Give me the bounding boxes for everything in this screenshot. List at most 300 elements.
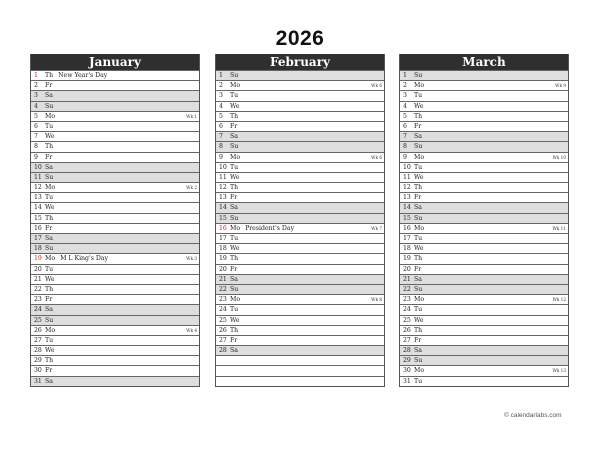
day-row bbox=[31, 223, 199, 233]
day-of-week: Mo bbox=[45, 326, 56, 334]
day-row bbox=[31, 233, 199, 243]
day-row bbox=[31, 213, 199, 223]
copyright-footer: © calendarlabs.com bbox=[504, 412, 562, 419]
day-number: 1 bbox=[34, 72, 38, 79]
day-row bbox=[216, 335, 384, 345]
day-row bbox=[31, 253, 199, 263]
day-number: 11 bbox=[219, 173, 227, 181]
day-row bbox=[216, 182, 384, 192]
day-number: 11 bbox=[34, 173, 42, 181]
day-number: 4 bbox=[403, 102, 407, 110]
day-number: 7 bbox=[403, 133, 407, 141]
week-number: Wk 6 bbox=[371, 83, 382, 89]
week-number: Wk 13 bbox=[552, 368, 566, 374]
day-number: 17 bbox=[403, 235, 411, 242]
day-number: 30 bbox=[34, 367, 42, 375]
day-of-week: Fr bbox=[45, 367, 53, 375]
month-january bbox=[30, 54, 200, 387]
day-row bbox=[400, 325, 568, 335]
day-row bbox=[400, 141, 568, 151]
day-of-week: Fr bbox=[414, 122, 422, 130]
day-of-week: Fr bbox=[45, 153, 53, 161]
day-of-week: Th bbox=[414, 112, 423, 120]
day-row bbox=[400, 152, 568, 162]
day-number: 25 bbox=[219, 316, 227, 324]
day-row bbox=[216, 355, 384, 365]
day-number: 12 bbox=[34, 184, 42, 192]
day-row bbox=[400, 182, 568, 192]
day-number: 28 bbox=[34, 347, 42, 355]
day-of-week: Mo bbox=[45, 184, 56, 192]
day-of-week: We bbox=[414, 173, 424, 181]
day-number: 1 bbox=[219, 72, 223, 79]
day-number: 15 bbox=[34, 214, 42, 222]
day-of-week: Su bbox=[414, 214, 423, 222]
day-number: 12 bbox=[403, 184, 411, 192]
day-of-week: Th bbox=[414, 184, 423, 192]
day-of-week: Th bbox=[230, 112, 239, 120]
day-number: 10 bbox=[34, 163, 42, 171]
day-of-week: Su bbox=[45, 316, 54, 324]
day-of-week: Tu bbox=[230, 235, 239, 242]
day-number: 4 bbox=[34, 102, 38, 110]
day-row bbox=[31, 131, 199, 141]
day-of-week: Tu bbox=[230, 306, 239, 314]
day-of-week: Th bbox=[230, 255, 239, 263]
day-row bbox=[216, 121, 384, 131]
day-row bbox=[31, 202, 199, 212]
month-february bbox=[215, 54, 385, 387]
day-row bbox=[400, 294, 568, 304]
day-number: 9 bbox=[403, 153, 407, 161]
week-number: Wk 6 bbox=[371, 154, 382, 160]
day-of-week: We bbox=[230, 316, 240, 324]
day-number: 8 bbox=[219, 143, 223, 151]
day-of-week: We bbox=[230, 245, 240, 253]
day-number: 13 bbox=[403, 194, 411, 202]
day-number: 25 bbox=[403, 316, 411, 324]
day-row bbox=[216, 253, 384, 263]
day-row bbox=[400, 264, 568, 274]
week-number: Wk 12 bbox=[552, 297, 566, 303]
day-row bbox=[400, 172, 568, 182]
day-of-week: Mo bbox=[230, 153, 241, 161]
day-row bbox=[400, 253, 568, 263]
day-row bbox=[31, 243, 199, 253]
day-of-week: Tu bbox=[45, 265, 54, 273]
day-row bbox=[400, 365, 568, 375]
day-of-week: We bbox=[45, 275, 55, 283]
day-number: 3 bbox=[403, 92, 407, 100]
day-row bbox=[216, 213, 384, 223]
day-row bbox=[31, 294, 199, 304]
day-row bbox=[216, 90, 384, 100]
day-of-week: Mo bbox=[45, 255, 56, 263]
day-row bbox=[31, 315, 199, 325]
day-of-week: Su bbox=[230, 72, 239, 79]
day-row bbox=[216, 315, 384, 325]
year-title: 2026 bbox=[275, 27, 325, 50]
day-row bbox=[31, 80, 199, 90]
day-of-week: Mo bbox=[414, 82, 425, 90]
day-of-week: Fr bbox=[230, 122, 238, 130]
day-row bbox=[400, 90, 568, 100]
day-number: 9 bbox=[219, 153, 223, 161]
day-of-week: Th bbox=[45, 357, 54, 365]
day-of-week: Sa bbox=[230, 133, 238, 141]
day-number: 27 bbox=[403, 336, 411, 344]
day-of-week: We bbox=[230, 173, 240, 181]
day-row bbox=[31, 121, 199, 131]
week-number: Wk 3 bbox=[186, 256, 197, 262]
week-number: Wk 7 bbox=[371, 225, 382, 231]
day-of-week: We bbox=[414, 245, 424, 253]
day-of-week: Su bbox=[414, 285, 423, 293]
day-of-week: Su bbox=[230, 214, 239, 222]
day-of-week: Sa bbox=[45, 235, 53, 242]
day-of-week: Su bbox=[45, 173, 54, 181]
day-number: 5 bbox=[219, 112, 223, 120]
day-row bbox=[400, 233, 568, 243]
day-number: 29 bbox=[34, 357, 42, 365]
day-of-week: Fr bbox=[45, 224, 53, 232]
day-row bbox=[31, 162, 199, 172]
day-of-week: Sa bbox=[414, 204, 422, 212]
day-number: 6 bbox=[34, 122, 38, 130]
day-row bbox=[216, 345, 384, 355]
day-row bbox=[400, 70, 568, 80]
day-of-week: Sa bbox=[414, 347, 422, 355]
day-number: 18 bbox=[219, 245, 227, 253]
day-of-week: Tu bbox=[414, 377, 423, 385]
day-number: 21 bbox=[34, 275, 42, 283]
day-of-week: Th bbox=[414, 255, 423, 263]
day-number: 3 bbox=[34, 92, 38, 100]
day-row bbox=[216, 304, 384, 314]
day-row bbox=[400, 355, 568, 365]
day-row bbox=[400, 274, 568, 284]
day-number: 24 bbox=[219, 306, 227, 314]
day-of-week: Tu bbox=[414, 92, 423, 100]
day-of-week: Sa bbox=[230, 347, 238, 355]
day-of-week: Su bbox=[414, 143, 423, 151]
day-number: 22 bbox=[219, 285, 227, 293]
day-of-week: Sa bbox=[230, 275, 238, 283]
day-number: 2 bbox=[403, 82, 407, 90]
day-number: 4 bbox=[219, 102, 223, 110]
day-number: 1 bbox=[403, 72, 407, 79]
day-of-week: Mo bbox=[45, 112, 56, 120]
day-row bbox=[400, 376, 568, 386]
day-number: 20 bbox=[219, 265, 227, 273]
day-of-week: Tu bbox=[414, 163, 423, 171]
day-row bbox=[31, 172, 199, 182]
day-of-week: Th bbox=[414, 326, 423, 334]
day-row bbox=[31, 345, 199, 355]
month-header: January bbox=[31, 54, 199, 70]
day-number: 17 bbox=[219, 235, 227, 242]
holiday-label: M L King's Day bbox=[60, 255, 108, 263]
day-number: 26 bbox=[34, 326, 42, 334]
day-number: 7 bbox=[34, 133, 38, 141]
day-number: 6 bbox=[403, 122, 407, 130]
day-of-week: Sa bbox=[230, 204, 238, 212]
day-number: 22 bbox=[34, 285, 42, 293]
day-of-week: Tu bbox=[45, 336, 54, 344]
day-row bbox=[216, 70, 384, 80]
day-of-week: Th bbox=[45, 72, 54, 79]
day-of-week: We bbox=[230, 102, 240, 110]
day-row bbox=[216, 101, 384, 111]
month-march bbox=[399, 54, 569, 387]
day-of-week: Su bbox=[230, 285, 239, 293]
day-of-week: Th bbox=[230, 326, 239, 334]
day-number: 19 bbox=[219, 255, 227, 263]
day-of-week: Sa bbox=[414, 275, 422, 283]
day-number: 23 bbox=[219, 296, 227, 304]
day-row bbox=[216, 233, 384, 243]
day-row bbox=[31, 192, 199, 202]
day-row bbox=[31, 70, 199, 80]
day-of-week: We bbox=[45, 347, 55, 355]
day-row bbox=[400, 101, 568, 111]
day-row bbox=[31, 376, 199, 386]
week-number: Wk 1 bbox=[186, 113, 197, 119]
day-number: 11 bbox=[403, 173, 411, 181]
day-of-week: Tu bbox=[230, 163, 239, 171]
day-list bbox=[31, 70, 199, 386]
day-row bbox=[400, 213, 568, 223]
day-row bbox=[31, 264, 199, 274]
day-number: 17 bbox=[34, 235, 42, 242]
day-row bbox=[31, 325, 199, 335]
day-of-week: We bbox=[414, 102, 424, 110]
day-row bbox=[31, 90, 199, 100]
day-row bbox=[31, 274, 199, 284]
week-number: Wk 9 bbox=[555, 83, 566, 89]
day-number: 23 bbox=[403, 296, 411, 304]
day-number: 2 bbox=[219, 82, 223, 90]
day-row bbox=[400, 162, 568, 172]
day-row bbox=[31, 284, 199, 294]
day-number: 9 bbox=[34, 153, 38, 161]
day-row bbox=[31, 335, 199, 345]
day-of-week: We bbox=[45, 204, 55, 212]
week-number: Wk 10 bbox=[552, 154, 566, 160]
day-of-week: Sa bbox=[45, 306, 53, 314]
day-number: 8 bbox=[34, 143, 38, 151]
day-row bbox=[216, 376, 384, 386]
day-of-week: Fr bbox=[414, 265, 422, 273]
day-row bbox=[400, 131, 568, 141]
day-of-week: Mo bbox=[414, 296, 425, 304]
day-row bbox=[216, 80, 384, 90]
day-number: 16 bbox=[34, 224, 42, 232]
day-row bbox=[216, 274, 384, 284]
day-row bbox=[400, 315, 568, 325]
day-number: 27 bbox=[34, 336, 42, 344]
day-of-week: Sa bbox=[45, 377, 53, 385]
day-row bbox=[216, 111, 384, 121]
day-number: 25 bbox=[34, 316, 42, 324]
day-number: 24 bbox=[403, 306, 411, 314]
day-of-week: Su bbox=[45, 102, 54, 110]
day-list bbox=[400, 70, 568, 386]
day-of-week: Th bbox=[45, 214, 54, 222]
day-of-week: Fr bbox=[230, 194, 238, 202]
day-number: 27 bbox=[219, 336, 227, 344]
day-of-week: Tu bbox=[414, 306, 423, 314]
day-row bbox=[400, 192, 568, 202]
day-number: 5 bbox=[403, 112, 407, 120]
day-number: 3 bbox=[219, 92, 223, 100]
day-row bbox=[216, 141, 384, 151]
day-of-week: Su bbox=[414, 72, 423, 79]
day-list bbox=[216, 70, 384, 386]
day-number: 10 bbox=[403, 163, 411, 171]
day-of-week: Th bbox=[45, 143, 54, 151]
day-row bbox=[400, 304, 568, 314]
day-row bbox=[400, 223, 568, 233]
week-number: Wk 2 bbox=[186, 185, 197, 191]
day-of-week: Sa bbox=[414, 133, 422, 141]
day-row bbox=[400, 345, 568, 355]
day-row bbox=[400, 80, 568, 90]
day-row bbox=[216, 243, 384, 253]
holiday-label: President's Day bbox=[245, 224, 295, 232]
day-number: 18 bbox=[34, 245, 42, 253]
day-number: 7 bbox=[219, 133, 223, 141]
day-row bbox=[216, 202, 384, 212]
day-row bbox=[216, 152, 384, 162]
day-of-week: Mo bbox=[230, 224, 241, 232]
day-of-week: Th bbox=[230, 184, 239, 192]
day-row bbox=[216, 192, 384, 202]
day-row bbox=[31, 365, 199, 375]
week-number: Wk 8 bbox=[371, 297, 382, 303]
day-of-week: Mo bbox=[414, 153, 425, 161]
day-number: 16 bbox=[403, 224, 411, 232]
day-number: 14 bbox=[219, 204, 227, 212]
day-number: 21 bbox=[219, 275, 227, 283]
day-number: 31 bbox=[34, 377, 42, 385]
day-row bbox=[31, 101, 199, 111]
day-of-week: Tu bbox=[230, 92, 239, 100]
day-number: 20 bbox=[34, 265, 42, 273]
day-of-week: Th bbox=[45, 285, 54, 293]
day-number: 16 bbox=[219, 224, 227, 232]
day-of-week: Su bbox=[414, 357, 423, 365]
day-number: 21 bbox=[403, 275, 411, 283]
day-number: 22 bbox=[403, 285, 411, 293]
day-of-week: Sa bbox=[45, 163, 53, 171]
day-of-week: Fr bbox=[45, 296, 53, 304]
day-of-week: Mo bbox=[230, 82, 241, 90]
day-of-week: Mo bbox=[230, 296, 241, 304]
day-of-week: Mo bbox=[414, 367, 425, 375]
day-number: 19 bbox=[34, 255, 42, 263]
day-of-week: Su bbox=[45, 245, 54, 253]
day-of-week: Tu bbox=[414, 235, 423, 242]
day-of-week: Fr bbox=[230, 265, 238, 273]
day-row bbox=[400, 284, 568, 294]
day-row bbox=[400, 111, 568, 121]
day-number: 15 bbox=[219, 214, 227, 222]
day-number: 15 bbox=[403, 214, 411, 222]
day-row bbox=[400, 202, 568, 212]
day-row bbox=[216, 162, 384, 172]
day-number: 29 bbox=[403, 357, 411, 365]
day-row bbox=[216, 264, 384, 274]
day-number: 6 bbox=[219, 122, 223, 130]
day-number: 10 bbox=[219, 163, 227, 171]
day-of-week: Su bbox=[230, 143, 239, 151]
holiday-label: New Year's Day bbox=[58, 72, 108, 79]
day-number: 13 bbox=[219, 194, 227, 202]
day-number: 14 bbox=[403, 204, 411, 212]
day-number: 28 bbox=[219, 347, 227, 355]
day-number: 12 bbox=[219, 184, 227, 192]
day-of-week: Fr bbox=[414, 336, 422, 344]
day-of-week: We bbox=[414, 316, 424, 324]
week-number: Wk 11 bbox=[552, 225, 566, 231]
day-number: 26 bbox=[403, 326, 411, 334]
day-number: 13 bbox=[34, 194, 42, 202]
day-row bbox=[31, 304, 199, 314]
day-number: 23 bbox=[34, 296, 42, 304]
day-number: 28 bbox=[403, 347, 411, 355]
month-header: March bbox=[400, 54, 568, 70]
day-of-week: Fr bbox=[45, 82, 53, 90]
day-row bbox=[216, 294, 384, 304]
day-row bbox=[400, 335, 568, 345]
day-of-week: Tu bbox=[45, 194, 54, 202]
day-row bbox=[31, 182, 199, 192]
day-of-week: Mo bbox=[414, 224, 425, 232]
day-of-week: Fr bbox=[414, 194, 422, 202]
day-row bbox=[216, 223, 384, 233]
day-of-week: Sa bbox=[45, 92, 53, 100]
day-row bbox=[31, 152, 199, 162]
day-number: 31 bbox=[403, 377, 411, 385]
day-row bbox=[216, 284, 384, 294]
day-number: 30 bbox=[403, 367, 411, 375]
day-number: 2 bbox=[34, 82, 38, 90]
month-header: February bbox=[216, 54, 384, 70]
day-number: 19 bbox=[403, 255, 411, 263]
day-row bbox=[31, 141, 199, 151]
day-of-week: Tu bbox=[45, 122, 54, 130]
day-row bbox=[31, 111, 199, 121]
day-number: 18 bbox=[403, 245, 411, 253]
day-row bbox=[216, 172, 384, 182]
day-row bbox=[216, 131, 384, 141]
day-number: 20 bbox=[403, 265, 411, 273]
day-number: 26 bbox=[219, 326, 227, 334]
day-of-week: We bbox=[45, 133, 55, 141]
day-number: 14 bbox=[34, 204, 42, 212]
day-row bbox=[31, 355, 199, 365]
week-number: Wk 4 bbox=[186, 327, 197, 333]
day-row bbox=[400, 243, 568, 253]
day-number: 24 bbox=[34, 306, 42, 314]
day-number: 8 bbox=[403, 143, 407, 151]
day-row bbox=[216, 365, 384, 375]
day-number: 5 bbox=[34, 112, 38, 120]
day-row bbox=[216, 325, 384, 335]
day-row bbox=[400, 121, 568, 131]
day-of-week: Fr bbox=[230, 336, 238, 344]
